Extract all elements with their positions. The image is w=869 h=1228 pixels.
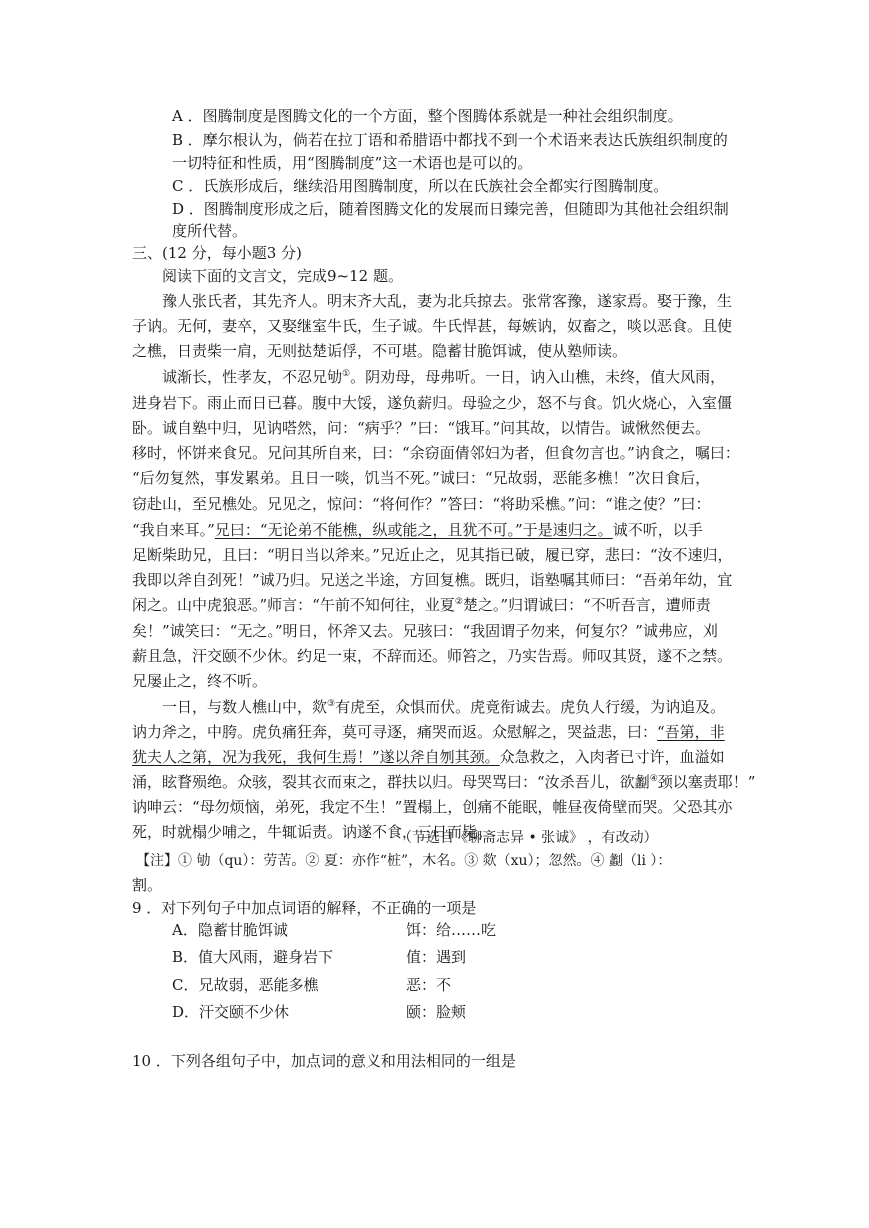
passage-line: 薪且急，汗交颐不少休。约足一束，不辞而还。师笞之，乃实告焉。师叹其贤，遂不之禁。 xyxy=(132,647,733,665)
passage-line: 卧。诚自塾中归，见讷嗒然，问：“病乎？”曰：“饿耳。”问其故，以情告。诚愀然便去。 xyxy=(132,419,711,437)
passage-line: 诚渐长，性孝友，不忍兄劬①。阴劝母，母弗听。一日，讷入山樵，未终，值大风雨， xyxy=(162,368,726,386)
passage-line: 我即以斧自刭死！”诚乃归。兄送之半途，方回复樵。既归，诣塾嘱其师曰：“吾弟年幼，宜 xyxy=(132,571,733,589)
underlined-sentence: 犹夫人之第，况为我死，我何生焉！”遂以斧自刎其颈。 xyxy=(132,748,500,766)
question-10-stem: 10 ．下列各组句子中，加点词的意义和用法相同的一组是 xyxy=(132,1052,516,1070)
passage-line: 闲之。山中虎狼恶。”师言：“午前不知何往，业夏②楚之。”归谓诚曰：“不听吾言，遭师责 xyxy=(132,596,711,614)
passage-line: 矣！”诚笑曰：“无之。”明日，怀斧又去。兄骇曰：“我固谓子勿来，何复尔？”诚弗应，刈 xyxy=(132,622,718,640)
option-c: C ．氏族形成后，继续沿用图腾制度，所以在氏族社会全都实行图腾制度。 xyxy=(172,177,669,195)
question-9-gloss: 颐：脸颊 xyxy=(406,1003,467,1021)
passage-line: 子讷。无何，妻卒，又娶继室牛氏，生子诚。牛氏悍甚，每嫉讷，奴畜之，啖以恶食。且使 xyxy=(132,317,733,335)
passage-line: 涌，眩瞀殒绝。众骇，裂其衣而束之，群扶以归。母哭骂曰：“汝杀吾儿，欲劙④颈以塞责耶！” xyxy=(132,773,756,791)
question-9-stem: 9 ．对下列句子中加点词语的解释，不正确的一项是 xyxy=(132,899,477,917)
notes-line: 割。 xyxy=(132,876,163,894)
passage-line: “我自来耳。”兄曰：“无论弟不能樵，纵或能之，且犹不可。”于是速归之。诚不听，以手 xyxy=(132,521,703,539)
passage-line: 足断柴助兄，且曰：“明日当以斧来。”兄近止之，见其指已破，履已穿，悲曰：“汝不速归， xyxy=(132,546,733,564)
notes-line: 【注】① 劬（qu）：劳苦。② 夏：亦作“桩”，木名。③ 欻（xu）；忽然。④ 劙（li ）： xyxy=(136,853,672,869)
passage-line: 移时，怀饼来食兄。兄问其所自来，曰：“余窃面倩邻妇为者，但食勿言也。”讷食之，嘱曰： xyxy=(132,444,740,462)
option-b-line1: B ．摩尔根认为，倘若在拉丁语和希腊语中都找不到一个术语来表达氏族组织制度的 xyxy=(172,131,728,149)
option-b-line2: 一切特征和性质，用“图腾制度”这一术语也是可以的。 xyxy=(172,154,533,172)
passage-line: 进身岩下。雨止而日已暮。腹中大馁，遂负薪归。母验之少，怒不与食。饥火烧心，入室僵 xyxy=(132,394,733,412)
footnote-marker: ③ xyxy=(327,699,336,709)
question-9-item: A．隐蓄甘脆饵诚 xyxy=(172,921,288,939)
passage-line: 豫人张氏者，其先齐人。明末齐大乱，妻为北兵掠去。张常客豫，遂家焉。娶于豫，生 xyxy=(162,292,733,310)
question-9-item: C．兄故弱，恶能多樵 xyxy=(172,976,319,994)
passage-source: （节选自《聊斋志异 • 张诚》 ，有改动） xyxy=(398,830,658,846)
passage-line: 犹夫人之第，况为我死，我何生焉！”遂以斧自刎其颈。众急救之，入肉者已寸许，血溢如 xyxy=(132,748,725,766)
passage-line: 一日，与数人樵山中，欻③有虎至，众惧而伏。虎竟衔诚去。虎负人行缓，为讷追及。 xyxy=(162,698,726,716)
footnote-marker: ④ xyxy=(649,774,658,784)
question-9-gloss: 值：遇到 xyxy=(406,948,467,966)
footnote-marker: ① xyxy=(342,369,351,379)
question-9-gloss: 恶：不 xyxy=(406,976,452,994)
question-9-gloss: 饵：给……吃 xyxy=(406,921,497,939)
passage-line: 兄屡止之，终不听。 xyxy=(132,672,268,690)
underlined-sentence: 兄曰：“无论弟不能樵，纵或能之，且犹不可。”于是速归之。 xyxy=(214,521,613,539)
question-9-item: D．汗交颐不少休 xyxy=(172,1003,290,1021)
option-d-line1: D ．图腾制度形成之后，随着图腾文化的发展而日臻完善，但随即为其他社会组织制 xyxy=(172,200,729,218)
footnote-marker: ② xyxy=(454,597,463,607)
option-a: A ．图腾制度是图腾文化的一个方面，整个图腾体系就是一种社会组织制度。 xyxy=(172,107,683,125)
passage-line: 窃赴山，至兄樵处。兄见之，惊问：“将何作？”答曰：“将助采樵。”问：“谁之使？”曰： xyxy=(132,495,711,513)
section-instruction: 阅读下面的文言文，完成9~12 题。 xyxy=(162,267,403,285)
passage-line: “后勿复然，事发累弟。且日一啖，饥当不死。”诚曰：“兄故弱，恶能多樵！”次日食后， xyxy=(132,469,711,487)
section-heading: 三、(12 分，每小题3 分) xyxy=(132,244,302,262)
question-9-item: B．值大风雨，避身岩下 xyxy=(172,948,334,966)
underlined-sentence: “吾第，非 xyxy=(657,723,725,741)
passage-line: 死，时就榻少哺之，牛辄诟责。讷遂不食，三日而毙。 xyxy=(132,823,493,841)
passage-line: 之樵，日责柴一肩，无则挞楚诟俘，不可堪。隐蓄甘脆饵诚，使从塾师读。 xyxy=(132,342,628,360)
passage-line: 讷呻云：“母勿烦恼，弟死，我定不生！”置榻上，创痛不能眠，帷昼夜倚壁而哭。父恐其亦 xyxy=(132,798,733,816)
option-d-line2: 度所代替。 xyxy=(172,222,248,240)
passage-line: 讷力斧之，中胯。虎负痛狂奔，莫可寻逐，痛哭而返。众慰解之，哭益悲，曰：“吾第，非 xyxy=(132,723,725,741)
